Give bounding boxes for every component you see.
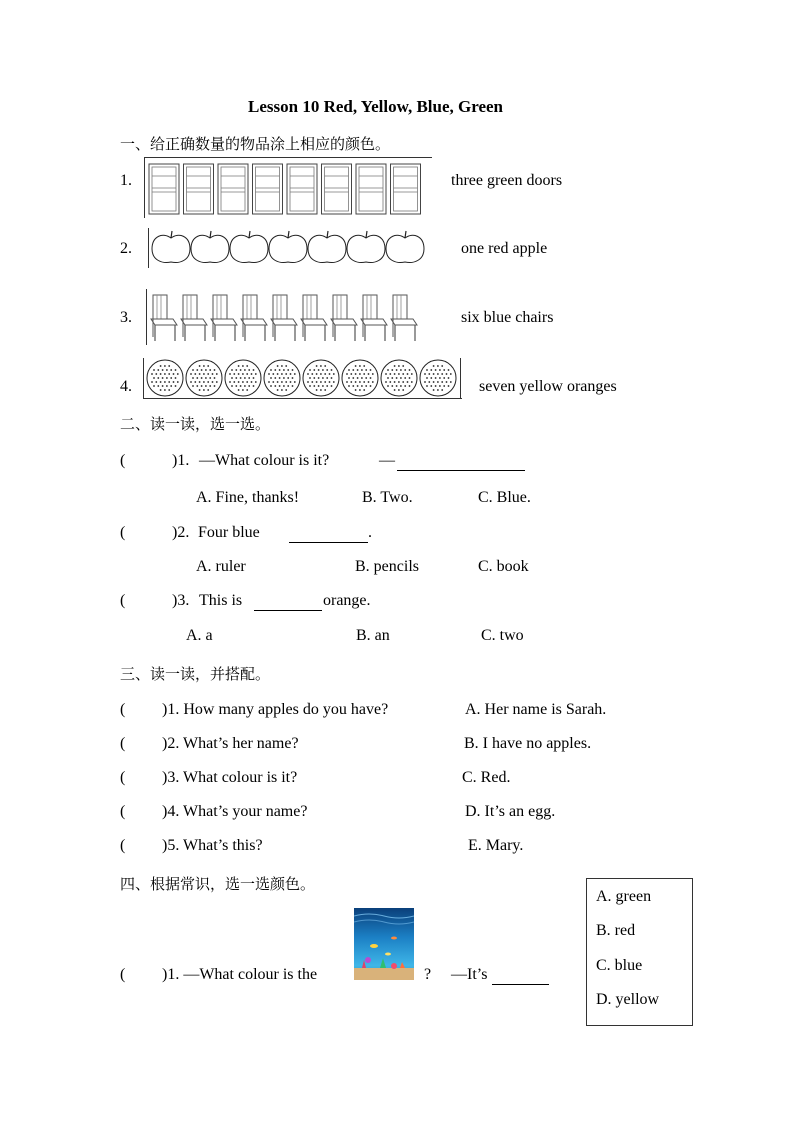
item2-text: one red apple xyxy=(461,240,548,257)
p2-q1-answer-blank[interactable] xyxy=(397,453,525,471)
apple-icon xyxy=(230,231,268,262)
chair-icon xyxy=(361,295,387,341)
item2-number: 2. xyxy=(120,240,132,257)
p2-q1-number: )1. xyxy=(172,452,190,469)
choice-c: C. blue xyxy=(596,957,643,974)
chair-icon xyxy=(241,295,267,341)
p2-q1-dash: — xyxy=(379,452,395,469)
part2-heading: 二、读一读，选一选。 xyxy=(120,415,271,433)
p3-row1-paren: ( xyxy=(120,701,126,718)
apple-icon xyxy=(269,231,307,262)
page-title: Lesson 10 Red, Yellow, Blue, Green xyxy=(248,97,504,116)
item3-number: 3. xyxy=(120,309,132,326)
oranges-frame-right xyxy=(460,358,461,398)
orange-icon xyxy=(381,360,417,396)
p2-q2-text: Four blue xyxy=(198,524,260,541)
p2-q2-number: )2. xyxy=(172,524,190,541)
orange-icon xyxy=(147,360,183,396)
orange-icon xyxy=(264,360,300,396)
chair-icon xyxy=(391,295,417,341)
doors-picture xyxy=(145,158,432,218)
p2-q1-option-c: C. Blue. xyxy=(478,489,531,506)
choice-d: D. yellow xyxy=(596,991,660,1008)
door-icon xyxy=(322,164,352,214)
p3-row1-question: )1. How many apples do you have? xyxy=(162,701,389,718)
p2-q3-post-text: orange. xyxy=(323,592,371,609)
p3-row2-answer: B. I have no apples. xyxy=(464,735,592,752)
p2-q3-open-paren: ( xyxy=(120,592,126,609)
door-icon xyxy=(184,164,214,214)
chair-icon xyxy=(331,295,357,341)
orange-icon xyxy=(186,360,222,396)
p4-q1-answer-blank[interactable] xyxy=(492,967,549,985)
choice-b: B. red xyxy=(596,922,636,939)
part4-heading: 四、根据常识，选一选颜色。 xyxy=(120,875,316,893)
p2-q3-option-c: C. two xyxy=(481,627,524,644)
chairs-picture xyxy=(147,289,425,345)
p2-q2-answer-blank[interactable] xyxy=(289,525,368,543)
p2-q2-option-c: C. book xyxy=(478,558,529,575)
orange-icon xyxy=(303,360,339,396)
p2-q1-open-paren: ( xyxy=(120,452,126,469)
orange-icon xyxy=(225,360,261,396)
p2-q3-number: )3. xyxy=(172,592,190,609)
item4-number: 4. xyxy=(120,378,132,395)
apple-icon xyxy=(152,231,190,262)
door-icon xyxy=(253,164,283,214)
p3-row4-paren: ( xyxy=(120,803,126,820)
door-icon xyxy=(391,164,421,214)
color-choices-box xyxy=(586,878,693,1026)
p3-row5-paren: ( xyxy=(120,837,126,854)
choice-a: A. green xyxy=(596,888,652,905)
p4-q1-answer-text: —It’s xyxy=(451,966,488,983)
chair-icon xyxy=(181,295,207,341)
p3-row5-question: )5. What’s this? xyxy=(162,837,263,854)
chair-icon xyxy=(151,295,177,341)
chair-icon xyxy=(211,295,237,341)
item4-text: seven yellow oranges xyxy=(479,378,617,395)
orange-icon xyxy=(420,360,456,396)
p3-row2-paren: ( xyxy=(120,735,126,752)
apple-icon xyxy=(308,231,346,262)
chair-icon xyxy=(271,295,297,341)
p3-row4-question: )4. What’s your name? xyxy=(162,803,308,820)
door-icon xyxy=(218,164,248,214)
part3-heading: 三、读一读，并搭配。 xyxy=(120,665,271,683)
p2-q2-period: . xyxy=(368,524,372,541)
orange-icon xyxy=(342,360,378,396)
p4-q1-question-mark: ? xyxy=(424,966,432,983)
p3-row3-paren: ( xyxy=(120,769,126,786)
p3-row1-answer: A. Her name is Sarah. xyxy=(465,701,607,718)
item3-text: six blue chairs xyxy=(461,309,554,326)
doors-picture-frame xyxy=(144,157,432,218)
p2-q1-option-b: B. Two. xyxy=(362,489,413,506)
apples-picture xyxy=(149,228,427,268)
p2-q2-option-a: A. ruler xyxy=(196,558,246,575)
part1-heading: 一、给正确数量的物品涂上相应的颜色。 xyxy=(120,135,391,153)
p4-q1-paren: ( xyxy=(120,966,126,983)
apple-icon xyxy=(347,231,385,262)
door-icon xyxy=(356,164,386,214)
door-icon xyxy=(149,164,179,214)
item1-number: 1. xyxy=(120,172,132,189)
p2-q1-text: —What colour is it? xyxy=(199,452,330,469)
p2-q2-option-b: B. pencils xyxy=(355,558,419,575)
p2-q3-pre-text: This is xyxy=(199,592,243,609)
p4-q1-text: )1. —What colour is the xyxy=(162,966,318,983)
door-icon xyxy=(287,164,317,214)
apples-picture-frame xyxy=(148,228,427,268)
chair-icon xyxy=(301,295,327,341)
p2-q3-option-b: B. an xyxy=(356,627,390,644)
p2-q1-option-a: A. Fine, thanks! xyxy=(196,489,300,506)
p2-q3-answer-blank[interactable] xyxy=(254,593,322,611)
p3-row3-question: )3. What colour is it? xyxy=(162,769,298,786)
p3-row3-answer: C. Red. xyxy=(462,769,511,786)
p3-row5-answer: E. Mary. xyxy=(468,837,524,854)
p2-q3-option-a: A. a xyxy=(186,627,213,644)
p2-q2-open-paren: ( xyxy=(120,524,126,541)
apple-icon xyxy=(191,231,229,262)
sea-picture xyxy=(354,908,414,980)
item1-text: three green doors xyxy=(451,172,563,189)
oranges-picture xyxy=(144,358,462,398)
p3-row2-question: )2. What’s her name? xyxy=(162,735,299,752)
chairs-picture-frame xyxy=(146,289,425,345)
oranges-picture-frame xyxy=(143,358,462,399)
apple-icon xyxy=(386,231,424,262)
p3-row4-answer: D. It’s an egg. xyxy=(465,803,556,820)
